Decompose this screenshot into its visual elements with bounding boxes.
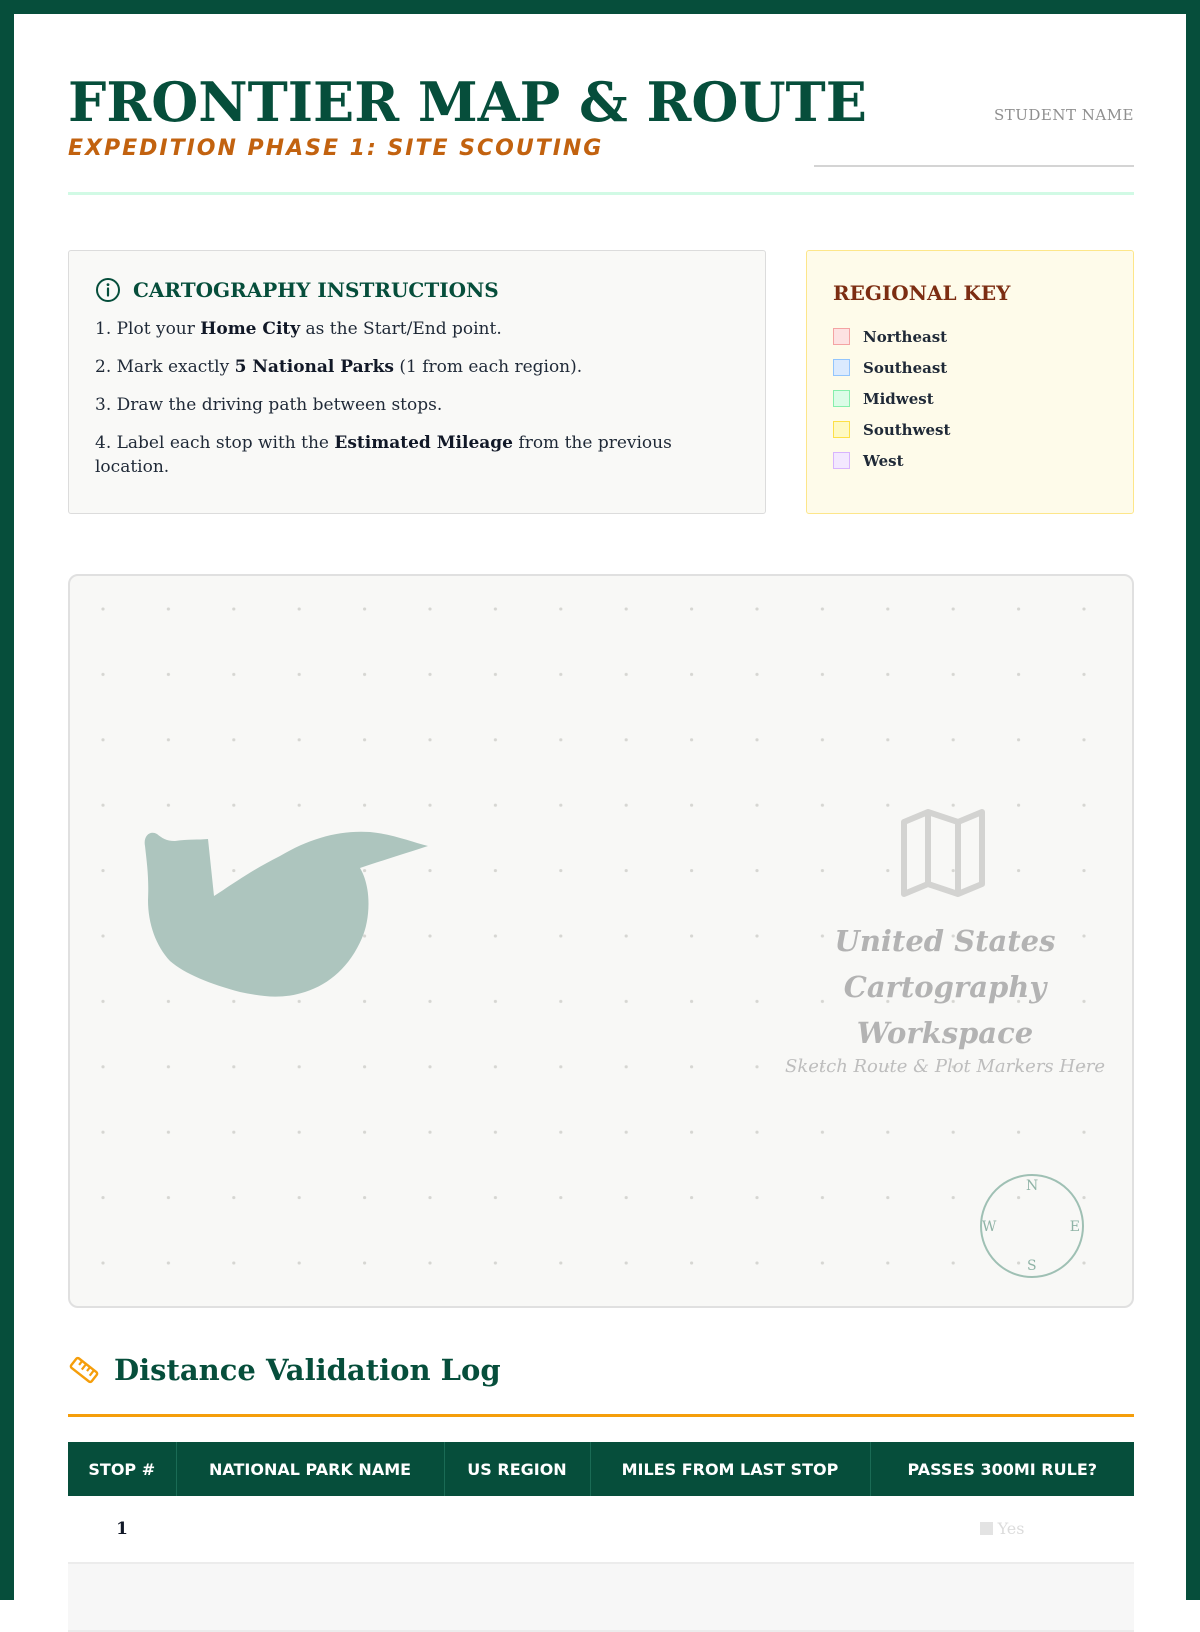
header: [68, 14, 1134, 196]
passes-rule-cell[interactable]: [870, 1496, 1134, 1563]
instruction-item: 4. Label each stop with the Estimated Mileage from the previous location.: [95, 433, 672, 477]
col-us-region: US REGION: [444, 1442, 590, 1496]
instruction-item: 1. Plot your Home City as the Start/End point.: [95, 319, 502, 339]
key-item-west: [833, 445, 1107, 476]
regional-key-panel: [806, 250, 1134, 514]
col-passes-rule: PASSES 300MI RULE?: [870, 1442, 1134, 1496]
compass-south-label: S: [1027, 1258, 1037, 1274]
key-label: Midwest: [863, 389, 934, 408]
stop-number-cell: 1: [68, 1496, 176, 1563]
southwest-swatch: [833, 421, 850, 438]
distance-log-table: [68, 1442, 1134, 1632]
stop-number-cell: [68, 1563, 176, 1631]
park-name-cell[interactable]: [176, 1563, 444, 1631]
log-section-header: [68, 1352, 1134, 1417]
compass-east-label: E: [1069, 1219, 1080, 1235]
region-cell[interactable]: [444, 1563, 590, 1631]
key-label: Southwest: [863, 420, 951, 439]
instructions-panel: [68, 250, 766, 514]
instructions-list: [95, 317, 739, 479]
southeast-swatch: [833, 359, 850, 376]
workspace-subtitle: Sketch Route & Plot Markers Here: [784, 1056, 1105, 1077]
key-label: Northeast: [863, 327, 948, 346]
passes-rule-cell[interactable]: [870, 1563, 1134, 1631]
key-item-midwest: [833, 383, 1107, 414]
instruction-item: 2. Mark exactly 5 National Parks (1 from each region).: [95, 357, 583, 377]
instructions-title: CARTOGRAPHY INSTRUCTIONS: [133, 278, 499, 302]
col-miles: MILES FROM LAST STOP: [590, 1442, 870, 1496]
miles-cell[interactable]: [590, 1563, 870, 1631]
compass-rose: [980, 1174, 1084, 1278]
key-item-northeast: [833, 321, 1107, 352]
instruction-item: 3. Draw the driving path between stops.: [95, 395, 443, 415]
table-header-row: [68, 1442, 1134, 1496]
folded-map-icon: [898, 808, 988, 898]
key-label: West: [863, 451, 904, 470]
northeast-swatch: [833, 328, 850, 345]
student-name-field[interactable]: [814, 165, 1134, 167]
regional-key-title: REGIONAL KEY: [833, 281, 1011, 305]
table-row: [68, 1496, 1134, 1563]
map-sketch-shape: [140, 826, 440, 1016]
miles-cell[interactable]: [590, 1496, 870, 1563]
compass-north-label: N: [1026, 1178, 1039, 1194]
region-cell[interactable]: [444, 1496, 590, 1563]
key-item-southwest: [833, 414, 1107, 445]
west-swatch: [833, 452, 850, 469]
passes-rule-label: Yes: [997, 1519, 1025, 1538]
key-item-southeast: [833, 352, 1107, 383]
midwest-swatch: [833, 390, 850, 407]
page-title: FRONTIER MAP & ROUTE: [68, 70, 867, 134]
col-stop-number: STOP #: [68, 1442, 176, 1496]
student-name-label: STUDENT NAME: [993, 106, 1134, 124]
info-circle-icon: [95, 277, 121, 303]
log-title: Distance Validation Log: [114, 1353, 501, 1387]
table-row: [68, 1563, 1134, 1631]
key-label: Southeast: [863, 358, 948, 377]
park-name-cell[interactable]: [176, 1496, 444, 1563]
compass-west-label: W: [982, 1219, 997, 1235]
map-workspace[interactable]: [68, 574, 1134, 1308]
checkbox-icon[interactable]: [980, 1522, 993, 1535]
header-divider: [68, 192, 1134, 195]
col-park-name: NATIONAL PARK NAME: [176, 1442, 444, 1496]
page-subtitle: EXPEDITION PHASE 1: SITE SCOUTING: [68, 136, 604, 161]
workspace-title: United States Cartography Workspace: [834, 924, 1056, 1050]
ruler-icon: [68, 1354, 100, 1386]
worksheet-page: [68, 14, 1134, 1539]
